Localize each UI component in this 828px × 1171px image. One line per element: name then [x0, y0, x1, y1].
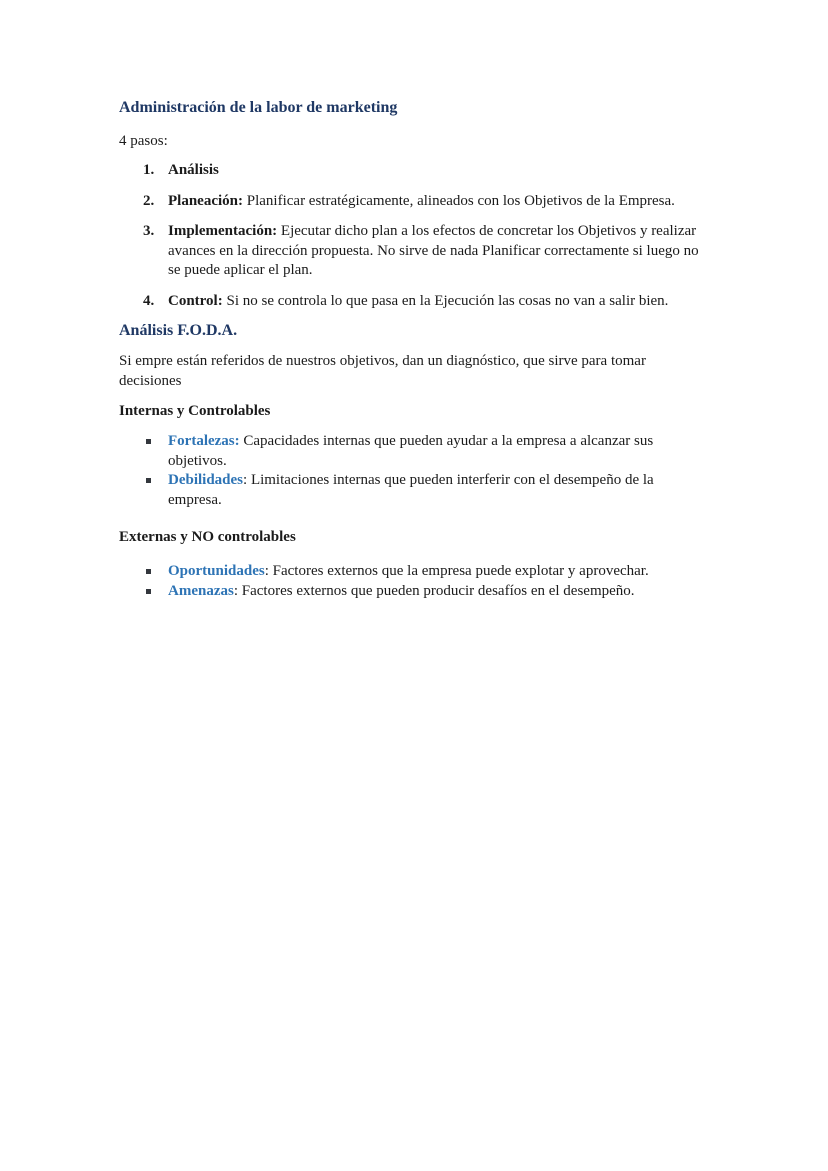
step-item-implementacion — [119, 222, 710, 281]
step-term: Planeación: — [168, 192, 243, 209]
step-number: 3. — [143, 223, 155, 239]
bullet-description: Factores externos que pueden producir desafíos en el desempeño. — [238, 582, 635, 599]
bullet-separator: : — [264, 563, 269, 579]
step-item-analisis — [119, 161, 710, 181]
step-number: 2. — [143, 192, 155, 209]
step-item-planeacion — [119, 192, 710, 212]
step-description: Si no se controla lo que pasa en la Ejecución las cosas no van a salir bien. — [222, 292, 669, 309]
step-number: 1. — [143, 162, 155, 178]
square-bullet-icon — [146, 478, 151, 483]
steps-list — [119, 161, 710, 311]
bullet-separator: : — [233, 582, 238, 599]
step-description: Ejecutar dicho plan a los efectos de concretar los Objetivos y realizar avances en la dirección propuesta. No sirve de nada Planificar correctamente si luego no se puede aplicar el plan. — [168, 223, 699, 278]
foda-paragraph: Si empre están referidos de nuestros objetivos, dan un diagnóstico, que sirve para tomar decisiones — [119, 353, 646, 389]
step-item-control — [119, 292, 710, 312]
bullet-term: Amenazas — [168, 582, 234, 599]
doc-title: Administración de la labor de marketing — [119, 99, 398, 116]
section-heading-externas: Externas y NO controlables — [119, 529, 296, 545]
bullet-item-amenazas — [119, 582, 710, 602]
bullet-description: Factores externos que la empresa puede explotar y aprovechar. — [268, 563, 649, 579]
square-bullet-icon — [146, 439, 151, 444]
externas-bullet-list — [119, 562, 710, 601]
square-bullet-icon — [146, 569, 151, 574]
bullet-item-oportunidades — [119, 562, 710, 582]
step-term: Control: — [168, 292, 223, 309]
step-number: 4. — [143, 292, 155, 309]
step-term: Análisis — [168, 162, 219, 178]
step-description: Planificar estratégicamente, alineados con los Objetivos de la Empresa. — [243, 192, 675, 209]
square-bullet-icon — [146, 589, 151, 594]
internas-bullet-list — [119, 432, 710, 510]
intro-text: 4 pasos: — [119, 133, 168, 149]
foda-heading: Análisis F.O.D.A. — [119, 322, 238, 339]
section-heading-internas: Internas y Controlables — [119, 403, 271, 419]
bullet-item-debilidades — [119, 471, 710, 510]
bullet-term: Debilidades — [168, 472, 244, 488]
bullet-term: Fortalezas: — [168, 433, 240, 449]
bullet-description: Capacidades internas que pueden ayudar a la empresa a alcanzar sus objetivos. — [168, 433, 654, 469]
step-term: Implementación: — [168, 223, 278, 239]
bullet-item-fortalezas — [119, 432, 710, 471]
bullet-description: Limitaciones internas que pueden interferir con el desempeño de la empresa. — [168, 472, 654, 508]
bullet-separator: : — [243, 472, 248, 488]
bullet-term: Oportunidades — [168, 563, 265, 579]
